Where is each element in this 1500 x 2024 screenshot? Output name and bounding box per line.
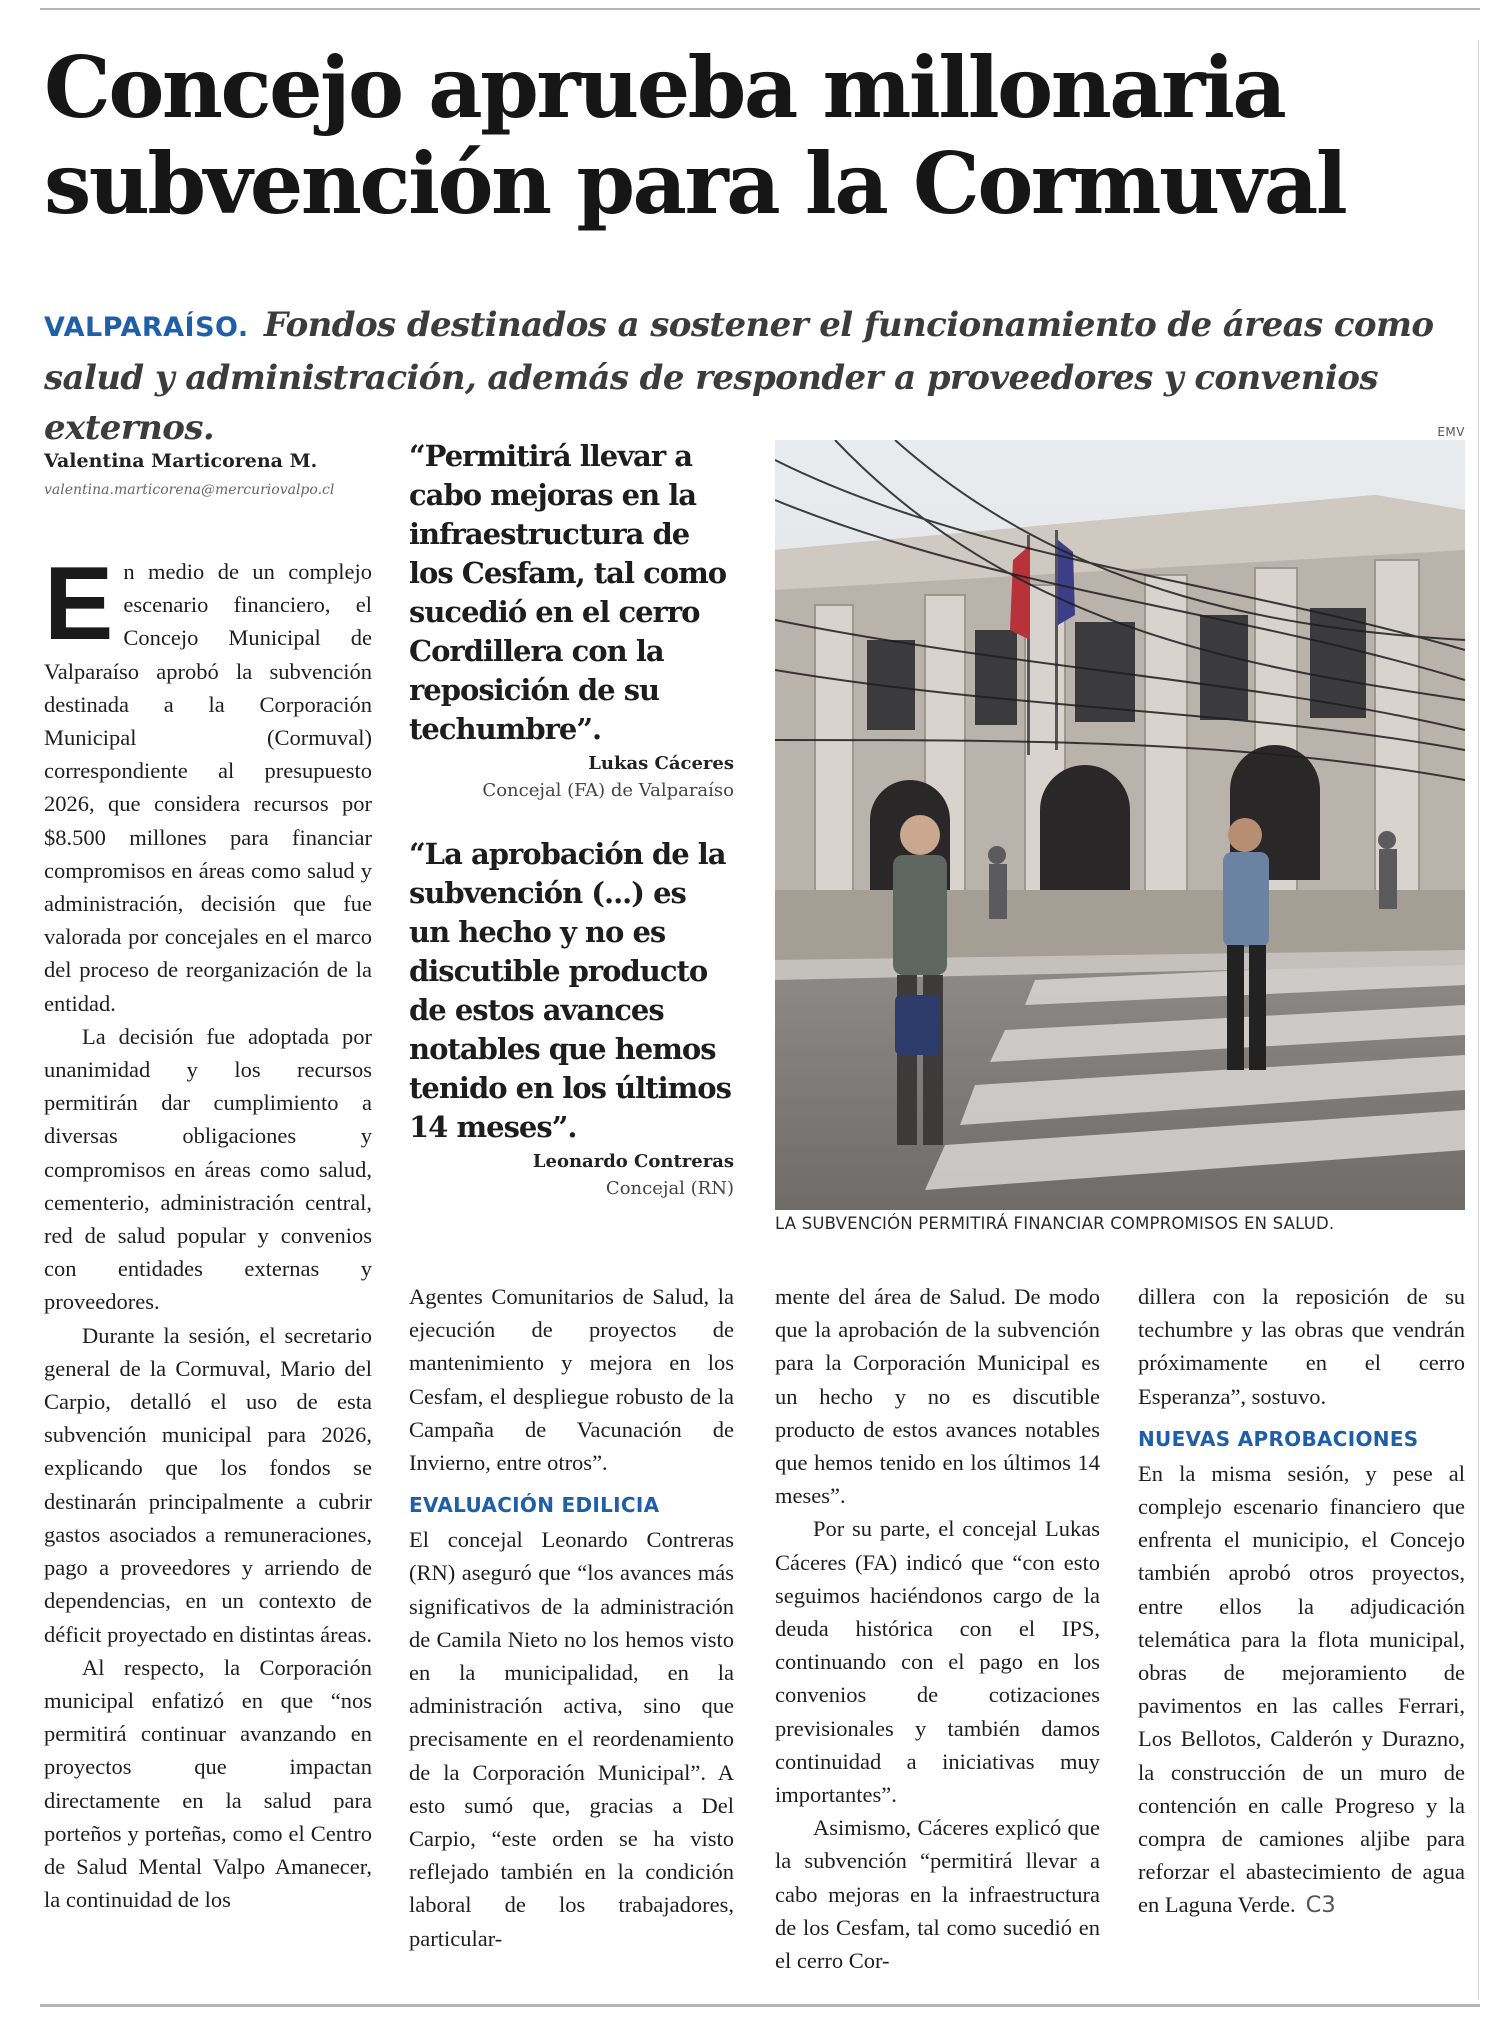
paragraph: En la misma sesión, y pese al complejo escenario financiero que enfrenta el municipio, el Concejo también aprobó otros proyectos, entre ellos la adjudicación telemática para la flota municipal, obras de mejoramiento de pavimentos en las calles Ferrari, Los Bellotos, Calderón y Durazno, la construcción de un muro de contención en calle Progreso y la compra de camiones aljibe para reforzar el abastecimiento de agua en Laguna Verde. C3 <box>1138 1460 1465 1919</box>
paragraph: Al respecto, la Corporación municipal enfatizó en que “nos permitirá continuar avanzando en proyectos que impactan directamente en la salud para porteños y porteñas, como el Centro de Salud Mental Valpo Amanecer, la continuidad de los <box>44 1654 372 1913</box>
subhead-nuevas-aprobaciones: NUEVAS APROBACIONES <box>1138 1426 1419 1451</box>
quote-text: “Permitirá llevar a cabo mejoras en la infraestructura de los Cesfam, tal como sucedió en el cerro Cordillera con la reposición de su techumbre”. <box>409 439 727 746</box>
subhead-evaluacion: EVALUACIÓN EDILICIA <box>409 1493 660 1518</box>
column-1 <box>44 546 372 1916</box>
paragraph: Asimismo, Cáceres explicó que la subvención “permitirá llevar a cabo mejoras en la infraestructura de los Cesfam, tal como sucedió en el cerro Cor- <box>775 1815 1100 1974</box>
paragraph: En medio de un complejo escenario financiero, el Concejo Municipal de Valparaíso aprobó la subvención destinada a la Corporación Municipal (Cormuval) correspondiente al presupuesto 2026, que considera recursos por $8.500 millones para financiar compromisos en áreas como salud y administración, decisión que fue valorada por concejales en el marco del proceso de reorganización de la entidad. <box>44 546 372 1016</box>
author-email: valentina.marticorena@mercuriovalpo.cl <box>44 482 335 498</box>
paragraph: El concejal Leonardo Contreras (RN) aseguró que “los avances más significativos de la administración de Camila Nieto no los hemos visto en la municipalidad, en la administración activa, sino que precisamente en el reordenamiento de la Corporación Municipal”. A esto sumó que, gracias a Del Carpio, “este orden se ha visto reflejado también en la condición laboral de los trabajadores, particular- <box>409 1527 734 1951</box>
paragraph: dillera con la reposición de su techumbre y las obras que vendrán próximamente en el cerro Esperanza”, sostuvo. <box>1138 1284 1465 1409</box>
drop-cap: E <box>44 546 114 662</box>
deck-place: VALPARAÍSO. <box>44 312 249 343</box>
paragraph: Durante la sesión, el secretario general de la Cormuval, Mario del Carpio, detalló el uso de esta subvención municipal para 2026, explicando que los fondos se destinarán principalmente a cubrir gastos asociados a remuneraciones, pago a proveedores y arriendo de dependencias, en un contexto de déficit proyectado en distintas áreas. <box>44 1322 372 1647</box>
column-4 <box>1138 1280 1465 1923</box>
photo-caption: LA SUBVENCIÓN PERMITIRÁ FINANCIAR COMPROMISOS EN SALUD. <box>775 1214 1335 1233</box>
headline: Concejo aprueba millonaria subvención para la Cormuval <box>44 38 1346 233</box>
quote-role: Concejal (RN) <box>605 1178 734 1199</box>
paragraph: La decisión fue adoptada por unanimidad y los recursos permitirán dar cumplimiento a diversas obligaciones y compromisos en áreas como salud, cementerio, administración central, red de salud popular y convenios con entidades externas y proveedores. <box>44 1023 372 1315</box>
quote-text: “La aprobación de la subvención (...) es un hecho y no es discutible producto de estos avances notables que hemos tenido en los últimos 14 meses”. <box>409 837 731 1144</box>
pull-quote-1 <box>409 437 734 801</box>
top-rule <box>40 8 1480 10</box>
bottom-rule <box>40 2004 1480 2007</box>
column-3 <box>775 1280 1100 1977</box>
end-mark: C3 <box>1305 1892 1336 1919</box>
quote-author: Leonardo Contreras <box>532 1151 734 1172</box>
pull-quote-2 <box>409 835 734 1199</box>
photo-credit: EMV <box>1437 425 1465 439</box>
right-rule <box>1478 40 1479 2000</box>
quote-author: Lukas Cáceres <box>588 753 734 774</box>
article-photo <box>775 440 1465 1210</box>
byline <box>44 450 374 498</box>
column-2 <box>409 1280 734 1955</box>
quote-role: Concejal (FA) de Valparaíso <box>482 780 734 801</box>
author-name: Valentina Marticorena M. <box>44 450 318 472</box>
paragraph: mente del área de Salud. De modo que la aprobación de la subvención para la Corporación Municipal es un hecho y no es discutible producto de estos avances notables que hemos tenido en los últimos 14 meses”. <box>775 1284 1100 1509</box>
deck-text: Fondos destinados a sostener el funcionamiento de áreas como salud y administración, además de responder a proveedores y convenios externos. <box>44 305 1434 448</box>
building-photo-illustration <box>775 440 1465 1210</box>
paragraph: Agentes Comunitarios de Salud, la ejecución de proyectos de mantenimiento y mejora en los Cesfam, el despliegue robusto de la Campaña de Vacunación de Invierno, entre otros”. <box>409 1284 734 1476</box>
deck <box>44 300 1464 453</box>
paragraph: Por su parte, el concejal Lukas Cáceres (FA) indicó que “con esto seguimos haciéndonos cargo de la deuda histórica con el IPS, continuando con el pago en los convenios de cotizaciones previsionales y también damos continuidad a iniciativas muy importantes”. <box>775 1516 1100 1808</box>
